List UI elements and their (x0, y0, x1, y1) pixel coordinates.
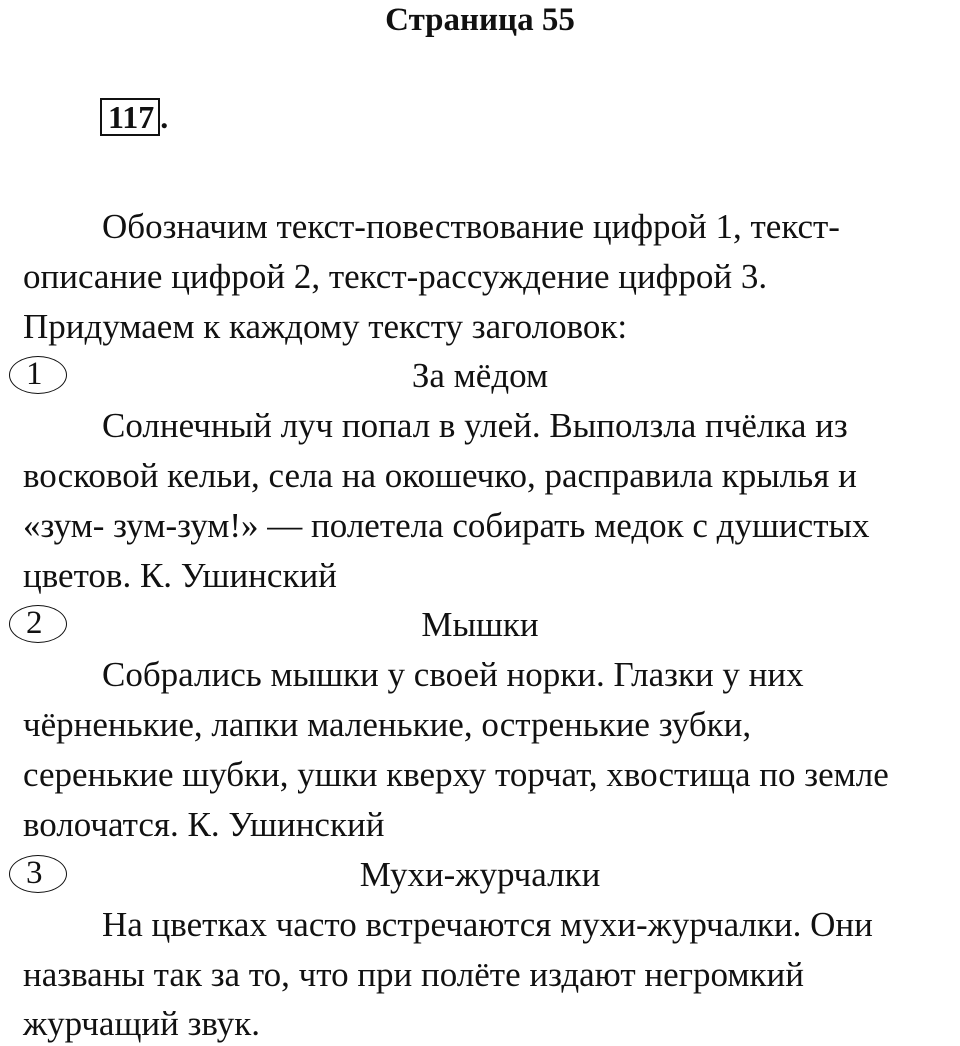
section-1-text-line: Солнечный луч попал в улей. Выползла пчёлка из (102, 406, 848, 445)
task-number-box: 117 (100, 98, 160, 136)
section-1-text-line: восковой кельи, села на окошечко, расправила крылья и (23, 456, 857, 495)
section-2-text-line: серенькие шубки, ушки кверху торчат, хвостища по земле (23, 755, 889, 794)
section-2-text-line: Собрались мышки у своей норки. Глазки у них (102, 655, 804, 694)
section-3-text-line: названы так за то, что при полёте издают негромкий (23, 955, 804, 994)
section-3-number-circle: 3 (9, 855, 67, 893)
section-2-number-circle: 2 (9, 605, 67, 643)
section-1-text-line: «зум- зум-зум!» — полетела собирать медок с душистых (23, 506, 870, 545)
section-3-text-line: журчащий звук. (23, 1004, 261, 1043)
intro-line: Обозначим текст-повествование цифрой 1, текст- (102, 207, 840, 246)
section-1-number-circle: 1 (9, 356, 67, 394)
section-2-text-line: чёрненькие, лапки маленькие, остренькие зубки, (23, 705, 752, 744)
intro-line: Придумаем к каждому тексту заголовок: (23, 307, 628, 346)
section-2-title: Мышки (421, 605, 539, 644)
section-1-title: За мёдом (411, 356, 549, 395)
section-3-text-line: На цветках часто встречаются мухи-журчалки. Они (102, 905, 873, 944)
section-2-text-line: волочатся. К. Ушинский (23, 805, 385, 844)
intro-line: описание цифрой 2, текст-рассуждение цифрой 3. (23, 257, 768, 296)
task-number-dot: . (160, 99, 169, 135)
page-title: Страница 55 (385, 2, 575, 38)
section-1-text-line: цветов. К. Ушинский (23, 556, 337, 595)
section-3-title: Мухи-журчалки (359, 855, 601, 894)
task-number (100, 98, 168, 136)
